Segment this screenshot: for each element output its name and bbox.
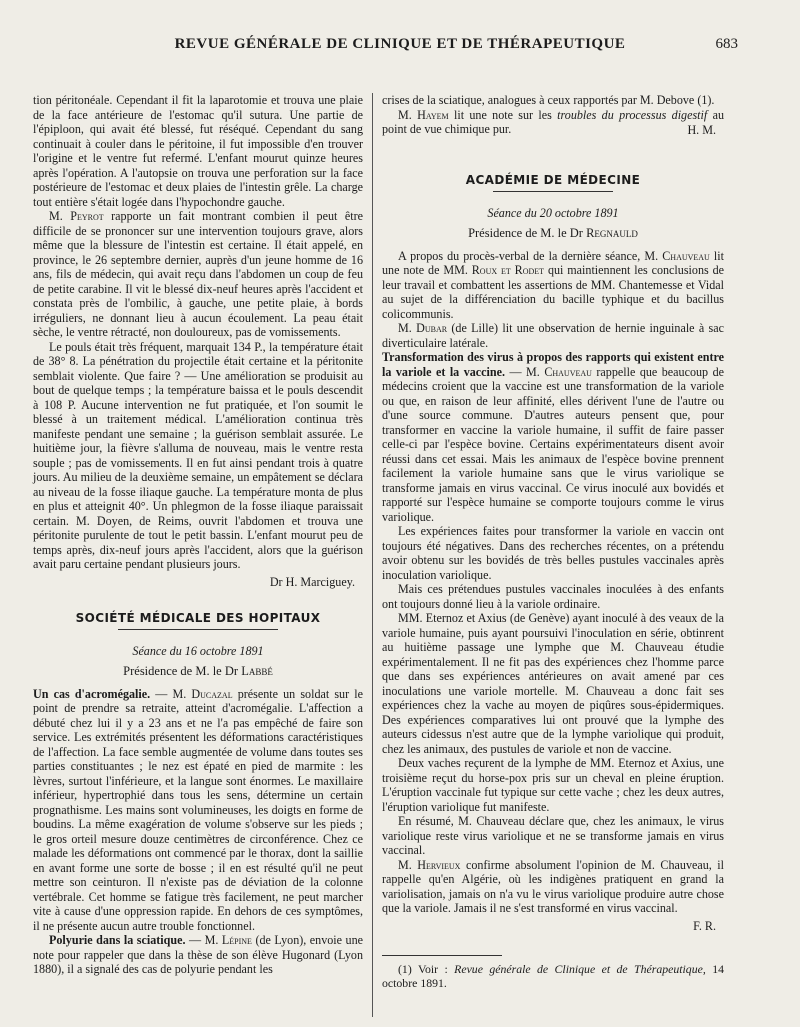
text-lead: M. [398, 107, 418, 122]
text-body: qui maintiennent les conclusions de leur travail et combattent les assertions de MM. Chantemesse et Vidal au sujet de la différenciation du bacille typhique et du bacillus colicommunis. [382, 263, 724, 321]
text-body: confirme absolument l'opinion de M. Chauveau, il rappelle qu'en Algérie, où les indigènes pratiquent en grand la variolisation, jamais on n'a vu le virus variolique produire autre chose que la variole. Jamais il ne s'est transformé en virus vaccinal. [382, 857, 724, 915]
section-rule [493, 191, 613, 192]
paragraph: Mais ces prétendues pustules vaccinales inoculées à des enfants ont toujours donné lieu à la variole ordinaire. [382, 582, 724, 611]
text-mid: lit une note sur les [448, 107, 558, 122]
item-title: Un cas d'acromégalie. [33, 686, 151, 701]
paragraph: crises de la sciatique, analogues à ceux rapportés par M. Debove (1). [382, 93, 715, 107]
presidency-lead: Présidence de M. le Dr [468, 226, 587, 240]
text-lead: M. [398, 321, 417, 335]
signature: Dr H. Marciguey. [269, 574, 355, 589]
paragraph [382, 249, 724, 322]
author-name: Dubar [416, 321, 448, 335]
text-lead: A propos du procès-verbal de la dernière séance, M. [398, 248, 663, 263]
column-divider [372, 93, 373, 1017]
author-name: Hervieux [417, 857, 461, 872]
text-mid: — M. [150, 686, 192, 701]
paragraph: Le pouls était très fréquent, marquait 134 P., la température était de 38° 8. La pénétration du projectile était certaine et la péritonite semblait violente. Que faire ? — Une amélioration se produisit au bout de quelque temps ; la température baissa et le pouls descendit à 108 P. Aucune intervention ne fut pratiquée, et l'on soumit le blessé à un traitement médical. L'amélioration continua très manifeste pendant une semaine ; la guérison semblait assurée. Le huitième jour, la fièvre s'alluma de nouveau, mais le ventre resta souple ; pas de vomissements. Il en fut ainsi pendant trois à quatre jours. Au milieu de la deuxième semaine, un empâtement se déclara au niveau de la fosse iliaque gauche. La température monta de plus en plus et atteignit 40°. Un phlegmon de la fosse iliaque paraissait certain. M. Doyen, de Reims, ouvrit l'abdomen et trouva une péritonite purulente de tout le petit bassin. L'enfant mourut peu de temps après, dix-neuf jours après l'accident, alors que la guérison avait paru certaine pendant plusieurs jours. [33, 339, 363, 571]
text-lead: M. [49, 209, 71, 223]
text-body: rapporte un fait montrant combien il peut être difficile de se prononcer sur une intervention toujours grave, alors même que la blessure de l'intestin est certaine. Il était appelé, en province, le 26 septembre dernier, auprès d'un jeune homme de 16 ans, fils de médecin, qui avait reçu dans l'abdomen un coup de feu de petite carabine. Il vit le blessé dix-neuf heures après l'accident et constata près de l'ombilic, à gauche, une petite plaie, à bords irréguliers, ne donnant lieu à aucun écoulement. La peau était sèche, le ventre rétracté, non douloureux, pas de vomissements. [33, 209, 363, 339]
text-body: présente un soldat sur le point de prendre sa retraite, atteint d'acromégalie. L'affection a débuté chez lui il y a 23 ans et ne l'a pas empêché de faire son service. Les extrémités présentent les déformations caractéristiques de l'affection. La face semble augmentée de volume dans toutes ses parties constituantes ; le nez est épaté en pied de marmite : les lèvres, surtout l'inférieure, et la langue sont énormes. Le maxillaire inférieur, hypertrophié dans tous les sens, détermine un certain prognathisme. Les mains sont volumineuses, les doigts en forme de boudins. La même exagération de volume s'observe sur les pieds ; le gros orteil mesure douze centimètres de circonférence. Chez ce malade les déformations ont commencé par le thorax, dont la saillie en avant forme une sorte de bosse ; il en est résulté qu'il ne peut mettre son ceinturon. Il n'existe pas de déviation de la colonne vertébrale. Cet homme se fatigue très facilement, ne peut marcher vite à cause d'une oppression rapide. En dehors de ces symptômes, il ne présente aucun autre trouble fonctionnel. [33, 686, 363, 933]
paragraph: Deux vaches reçurent de la lymphe de MM. Eternoz et Axius, une troisième reçut du horse-pox pris sur un cheval en pleine éruption. L'éruption vaccinale fut typique sur cette vache ; chez les deux autres, l'éruption variolique fut manifeste. [382, 756, 724, 814]
signature: F. R. [693, 918, 716, 933]
section-title: ACADÉMIE DE MÉDECINE [465, 173, 641, 187]
author-name: Ducazal [191, 686, 233, 701]
session-date: Séance du 20 octobre 1891 [487, 205, 619, 220]
footnote-tail: 14 octobre 1891. [382, 962, 724, 990]
author-name: Roux et Rodet [471, 263, 545, 277]
text-body: rappelle que beaucoup de médecins croient que la vaccine est une transformation de la variole ou que, en raison de leur affinité, elles dérivent l'une de l'autre ou d'une source commune. D'autres auteurs pensent que, pour transformer en vaccine la variole humaine, il suffit de faire passer celle-ci par l'espèce bovine. Certains expérimentateurs disent avoir réussi dans cet essai. Mais les animaux de l'espèce bovine prennent facilement la variole humaine sans que le virus variolique se transforme jamais en virus vaccinal. Ce virus inoculé aux bovidés et rapporté sur l'espèce humaine se comporte toujours comme le virus variolique. [382, 364, 724, 524]
presidency [33, 664, 363, 679]
footnote [382, 962, 724, 990]
topic-italic: troubles du processus digestif [557, 107, 708, 122]
paragraph [382, 321, 724, 350]
footnote-title: Revue générale de Clinique et de Thérapeutique, [454, 962, 706, 976]
author-name: Chauveau [544, 364, 592, 379]
page-number: 683 [715, 36, 738, 52]
text-mid: lit une note de MM. [382, 248, 724, 277]
section-heading-block [382, 173, 724, 192]
paragraph [382, 350, 724, 524]
paragraph: En résumé, M. Chauveau déclare que, chez les animaux, le virus variolique reste virus variolique et ne se transforme jamais en virus vaccinal. [382, 814, 724, 857]
footnote-rule [382, 955, 502, 956]
author-name: Peyrot [70, 209, 104, 223]
paragraph [33, 209, 363, 340]
text-lead: M. [398, 857, 418, 872]
paragraph [33, 687, 363, 934]
text-mid: — M. [505, 364, 545, 379]
author-name: Chauveau [662, 248, 710, 263]
paragraph [382, 858, 724, 916]
presidency-lead: Présidence de M. le Dr [123, 664, 242, 678]
text-tail: au point de vue chimique pur. [382, 107, 724, 136]
author-name: Hayem [417, 107, 449, 122]
item-title: Polyurie dans la sciatique. [49, 933, 186, 947]
paragraph [33, 933, 363, 977]
footnote-lead: (1) Voir : [398, 962, 455, 976]
text-mid: — M. [185, 933, 222, 947]
right-column [382, 93, 724, 990]
text-body: (de Lille) lit une observation de hernie inguinale à sac diverticulaire latérale. [382, 321, 724, 350]
item-title: Transformation des virus à propos des rapports qui existent entre la variole et la vaccine. [382, 350, 724, 379]
author-name: Lépine [221, 933, 252, 947]
section-heading-block [33, 611, 363, 630]
section-title: SOCIÉTÉ MÉDICALE DES HOPITAUX [75, 611, 321, 625]
running-title: REVUE GÉNÉRALE DE CLINIQUE ET DE THÉRAPEUTIQUE [174, 36, 626, 52]
signature: H. M. [687, 122, 716, 137]
paragraph: Les expériences faites pour transformer la variole en vaccin ont toujours été négatives. Dans des recherches récentes, on a prétendu avoir obtenu sur les bovidés de très belles pustules vaccinales après inoculation variolique. [382, 524, 724, 582]
presidency [382, 226, 724, 241]
paragraph: MM. Eternoz et Axius (de Genève) ayant inoculé à des veaux de la variole humaine, puis ayant poursuivi l'inoculation en série, obtinrent au huitième passage une lymphe que M. Chauveau étudie expérimentalement. Il ne fit pas des expériences chez l'homme parce que dans ses expériences antérieures on avait amené par ces inoculations une variole mortelle. M. Chauveau a donc fait ses expériences chez la vache au moyen de piqûres sous-épidermiques. Des expériences comparatives lui ont prouvé que la lymphe des auteurs cidessus n'est autre que de la lymphe variolique qui produit, chez les animaux, des pustules de variole et non de vaccine. [382, 611, 724, 756]
president-name: Regnauld [586, 226, 638, 240]
page-header [0, 36, 800, 60]
section-rule [118, 629, 278, 630]
left-column [33, 93, 363, 977]
paragraph: tion péritonéale. Cependant il fit la laparotomie et trouva une plaie de la face antérieure de l'estomac qu'il sutura. Une partie de l'épiploon, qui avait été blessé, fut réséqué. Cependant du sang continuait à couler dans le péritoine, il fut impossible d'en trouver l'origine et le ventre fut refermé. L'enfant mourut quinze heures après l'opération. A l'autopsie on trouva une perforation sur la face postérieure de l'estomac et deux plaies de l'intestin grêle. La charge tout entière s'était logée dans l'hypochondre gauche. [33, 93, 363, 209]
session-date: Séance du 16 octobre 1891 [132, 643, 264, 658]
president-name: Labbé [241, 664, 273, 678]
text-body: (de Lyon), envoie une note pour rappeler que dans la thèse de son élève Hugonard (Lyon 1880), il a signalé des cas de polyurie pendant les [33, 933, 363, 976]
